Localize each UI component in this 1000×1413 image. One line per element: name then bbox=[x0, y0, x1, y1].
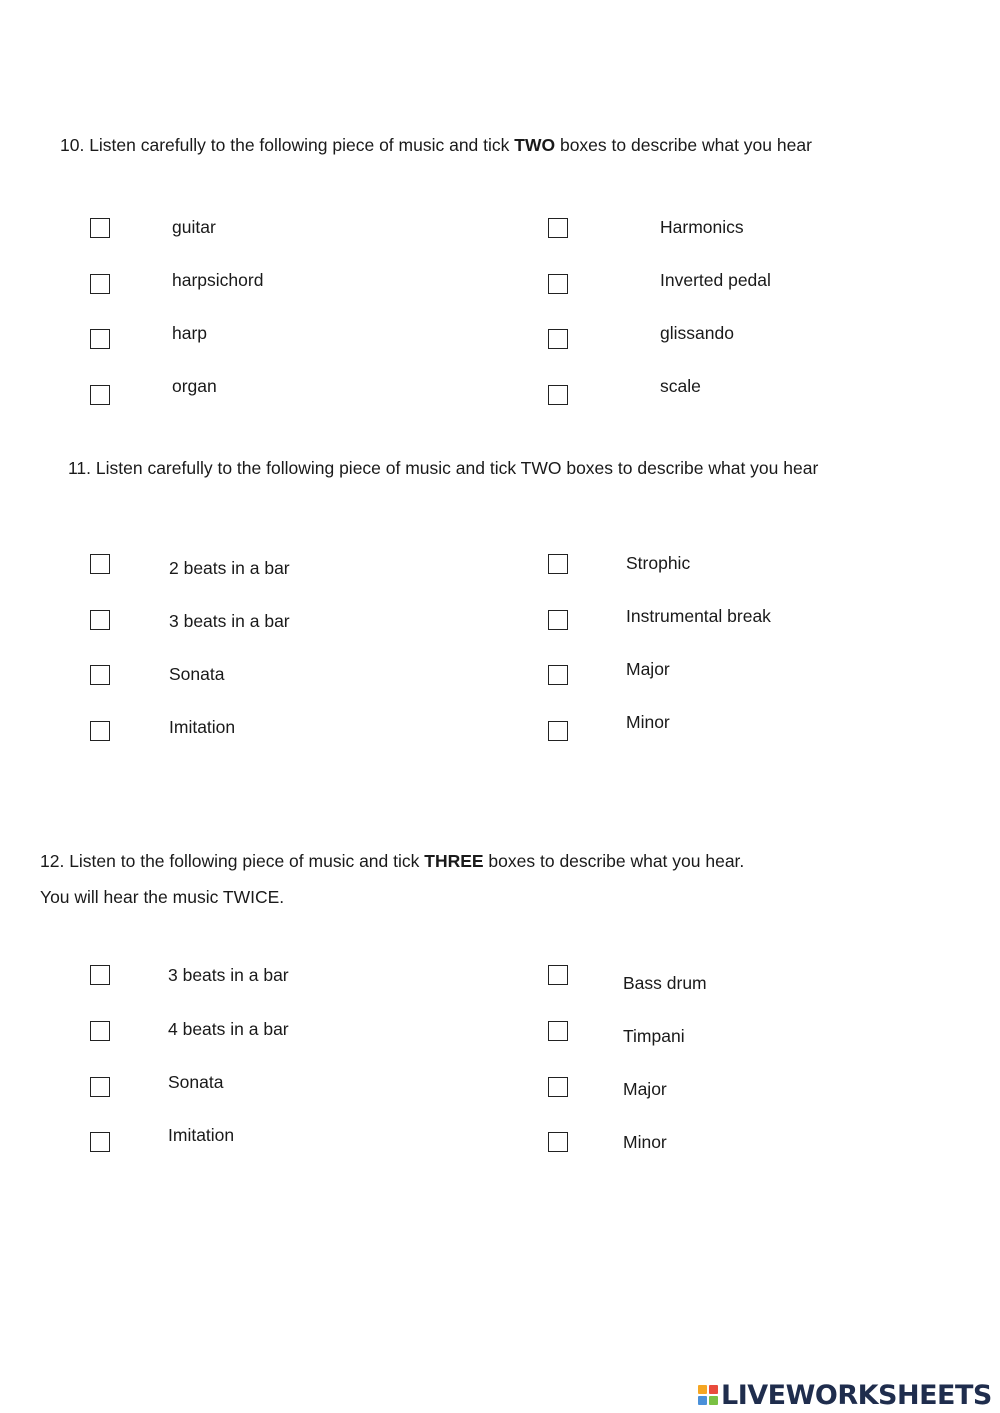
q12-option-label: Imitation bbox=[168, 1125, 235, 1145]
q11-option-label: Imitation bbox=[169, 717, 236, 737]
question-12-prompt: 12. Listen to the following piece of music and tick THREE boxes to describe what you hear. bbox=[40, 851, 745, 871]
q11-checkbox-2-beats[interactable] bbox=[90, 554, 110, 574]
q11-option-label: Instrumental break bbox=[626, 606, 771, 626]
q12-option-label: 3 beats in a bar bbox=[168, 965, 289, 985]
q10-option-label: Inverted pedal bbox=[660, 270, 771, 290]
q11-checkbox-imitation[interactable] bbox=[90, 721, 110, 741]
q12-checkbox-sonata[interactable] bbox=[90, 1077, 110, 1097]
question-10-prompt: 10. Listen carefully to the following piece of music and tick TWO boxes to describe what you hear bbox=[60, 135, 812, 155]
q10-option-label: organ bbox=[172, 376, 217, 396]
q10-checkbox-scale[interactable] bbox=[548, 385, 568, 405]
q11-checkbox-instrumental-break[interactable] bbox=[548, 610, 568, 630]
q10-checkbox-inverted-pedal[interactable] bbox=[548, 274, 568, 294]
q10-option-label: scale bbox=[660, 376, 701, 396]
q12-checkbox-timpani[interactable] bbox=[548, 1021, 568, 1041]
question-11-prompt: 11. Listen carefully to the following piece of music and tick TWO boxes to describe what you hear bbox=[68, 458, 819, 478]
q10-option-label: guitar bbox=[172, 217, 216, 237]
q11-option-label: Minor bbox=[626, 712, 670, 732]
q12-checkbox-major[interactable] bbox=[548, 1077, 568, 1097]
q10-option-label: harp bbox=[172, 323, 208, 343]
liveworksheets-logo-icon bbox=[698, 1385, 718, 1405]
liveworksheets-logo[interactable] bbox=[698, 1378, 992, 1412]
q11-checkbox-sonata[interactable] bbox=[90, 665, 110, 685]
logo-square-icon bbox=[709, 1385, 718, 1394]
q12-option-label: Timpani bbox=[623, 1026, 685, 1046]
question-12-note: You will hear the music TWICE. bbox=[40, 887, 285, 907]
q11-option-label: 3 beats in a bar bbox=[169, 611, 290, 631]
logo-square-icon bbox=[709, 1396, 718, 1405]
q11-checkbox-strophic[interactable] bbox=[548, 554, 568, 574]
q10-checkbox-guitar[interactable] bbox=[90, 218, 110, 238]
q12-checkbox-4-beats[interactable] bbox=[90, 1021, 110, 1041]
q11-checkbox-major[interactable] bbox=[548, 665, 568, 685]
q12-option-label: Minor bbox=[623, 1132, 667, 1152]
q12-checkbox-imitation[interactable] bbox=[90, 1132, 110, 1152]
q10-option-label: harpsichord bbox=[172, 270, 264, 290]
logo-square-icon bbox=[698, 1385, 707, 1394]
q10-option-label: Harmonics bbox=[660, 217, 744, 237]
q10-checkbox-harpsichord[interactable] bbox=[90, 274, 110, 294]
q11-option-label: Major bbox=[626, 659, 670, 679]
q10-option-label: glissando bbox=[660, 323, 734, 343]
q12-option-label: Major bbox=[623, 1079, 667, 1099]
q12-option-label: 4 beats in a bar bbox=[168, 1019, 289, 1039]
logo-square-icon bbox=[698, 1396, 707, 1405]
liveworksheets-wordmark: LIVEWORKSHEETS bbox=[721, 1379, 992, 1411]
q12-option-label: Sonata bbox=[168, 1072, 224, 1092]
q10-checkbox-harmonics[interactable] bbox=[548, 218, 568, 238]
q12-checkbox-bass-drum[interactable] bbox=[548, 965, 568, 985]
q11-option-label: 2 beats in a bar bbox=[169, 558, 290, 578]
q11-checkbox-3-beats[interactable] bbox=[90, 610, 110, 630]
q10-checkbox-harp[interactable] bbox=[90, 329, 110, 349]
q11-checkbox-minor[interactable] bbox=[548, 721, 568, 741]
q10-checkbox-glissando[interactable] bbox=[548, 329, 568, 349]
q12-option-label: Bass drum bbox=[623, 973, 707, 993]
q11-option-label: Sonata bbox=[169, 664, 225, 684]
q10-checkbox-organ[interactable] bbox=[90, 385, 110, 405]
q12-checkbox-minor[interactable] bbox=[548, 1132, 568, 1152]
q11-option-label: Strophic bbox=[626, 553, 691, 573]
q12-checkbox-3-beats[interactable] bbox=[90, 965, 110, 985]
